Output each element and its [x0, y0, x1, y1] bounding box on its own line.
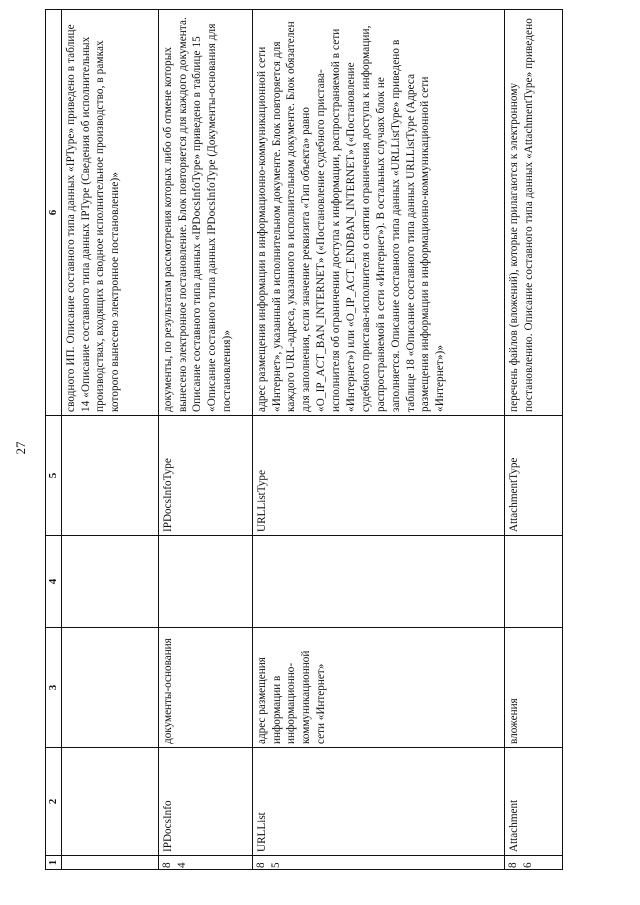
- notes-cell: адрес размещения информации в информационно-коммуникационной сети «Интернет», указанный в исполнительном документе. Блок повторяется для каждого URL-адреса, указанного в исполнительном документе. Блок обязателен для заполнения, если значение реквизита «Тип объекта» равно «O_IP_ACT_BAN_INTERNET» («Постановление судебного пристава-исполнителя об ограничении доступа к информации, распространяемой в сети «Интернет») или «O_IP_ACT_ENDBAN_INTERNET» («Постановление судебного пристава-исполнителя о снятии ограничения доступа к информации, распространяемой в сети «Интернет»). В остальных случаях блок не заполняется. Описание составного типа данных «URLListType» приведено в таблице 18 «Описание составного типа данных URLListType (Адреса размещения информации в информационно-коммуникационной сети «Интернет»)»: [252, 10, 504, 416]
- type-name: AttachmentType: [504, 416, 562, 536]
- requirement-cell: [504, 536, 562, 628]
- notes-cell: перечень файлов (вложений), которые прилагаются к электронному постановлению. Описание составного типа данных «AttachmentType» приведено: [504, 10, 562, 416]
- column-header: 5: [46, 416, 62, 536]
- element-name: Attachment: [504, 748, 562, 856]
- notes-cell: сводного ИП. Описание составного типа данных «IPType» приведено в таблице 14 «Описание составного типа данных IPType (Сведения об исполнительных производствах, входящих в сводное исполнительное производство, в рамках которого вынесено электронное постановление)»: [61, 10, 158, 416]
- column-header: 3: [46, 628, 62, 748]
- notes-cell: документы, по результатам рассмотрения которых либо об отмене которых вынесено электронное постановление. Блок повторяется для каждого документа. Описание составного типа данных «IPDocsInfoType» приведено в таблице 15 «Описание составного типа данных IPDocsInfoType (Документы-основания для постановления)»: [158, 10, 252, 416]
- table-row: [504, 10, 562, 870]
- table-row: [252, 10, 504, 870]
- type-name: URLListType: [252, 416, 504, 536]
- element-name: [61, 748, 158, 856]
- column-header: 4: [46, 536, 62, 628]
- requirement-cell: [61, 536, 158, 628]
- page-number: 27: [13, 441, 28, 455]
- element-description: [61, 628, 158, 748]
- data-table: [45, 9, 563, 870]
- rotated-page: [45, 10, 565, 870]
- row-number: [61, 856, 158, 870]
- table-header-row: [46, 10, 62, 870]
- table-row: [61, 10, 158, 870]
- element-description: адрес размещения информации в информационно-коммуникационной сети «Интернет»: [252, 628, 504, 748]
- table-row: [158, 10, 252, 870]
- requirement-cell: [252, 536, 504, 628]
- type-name: [61, 416, 158, 536]
- row-number: 86: [504, 856, 562, 870]
- element-name: IPDocsInfo: [158, 748, 252, 856]
- requirement-cell: [158, 536, 252, 628]
- row-number: 85: [252, 856, 504, 870]
- column-header: 6: [46, 10, 62, 416]
- row-number: 84: [158, 856, 252, 870]
- element-description: документы-основания: [158, 628, 252, 748]
- column-header: 1: [46, 856, 62, 870]
- element-name: URLList: [252, 748, 504, 856]
- column-header: 2: [46, 748, 62, 856]
- element-description: вложения: [504, 628, 562, 748]
- type-name: IPDocsInfoType: [158, 416, 252, 536]
